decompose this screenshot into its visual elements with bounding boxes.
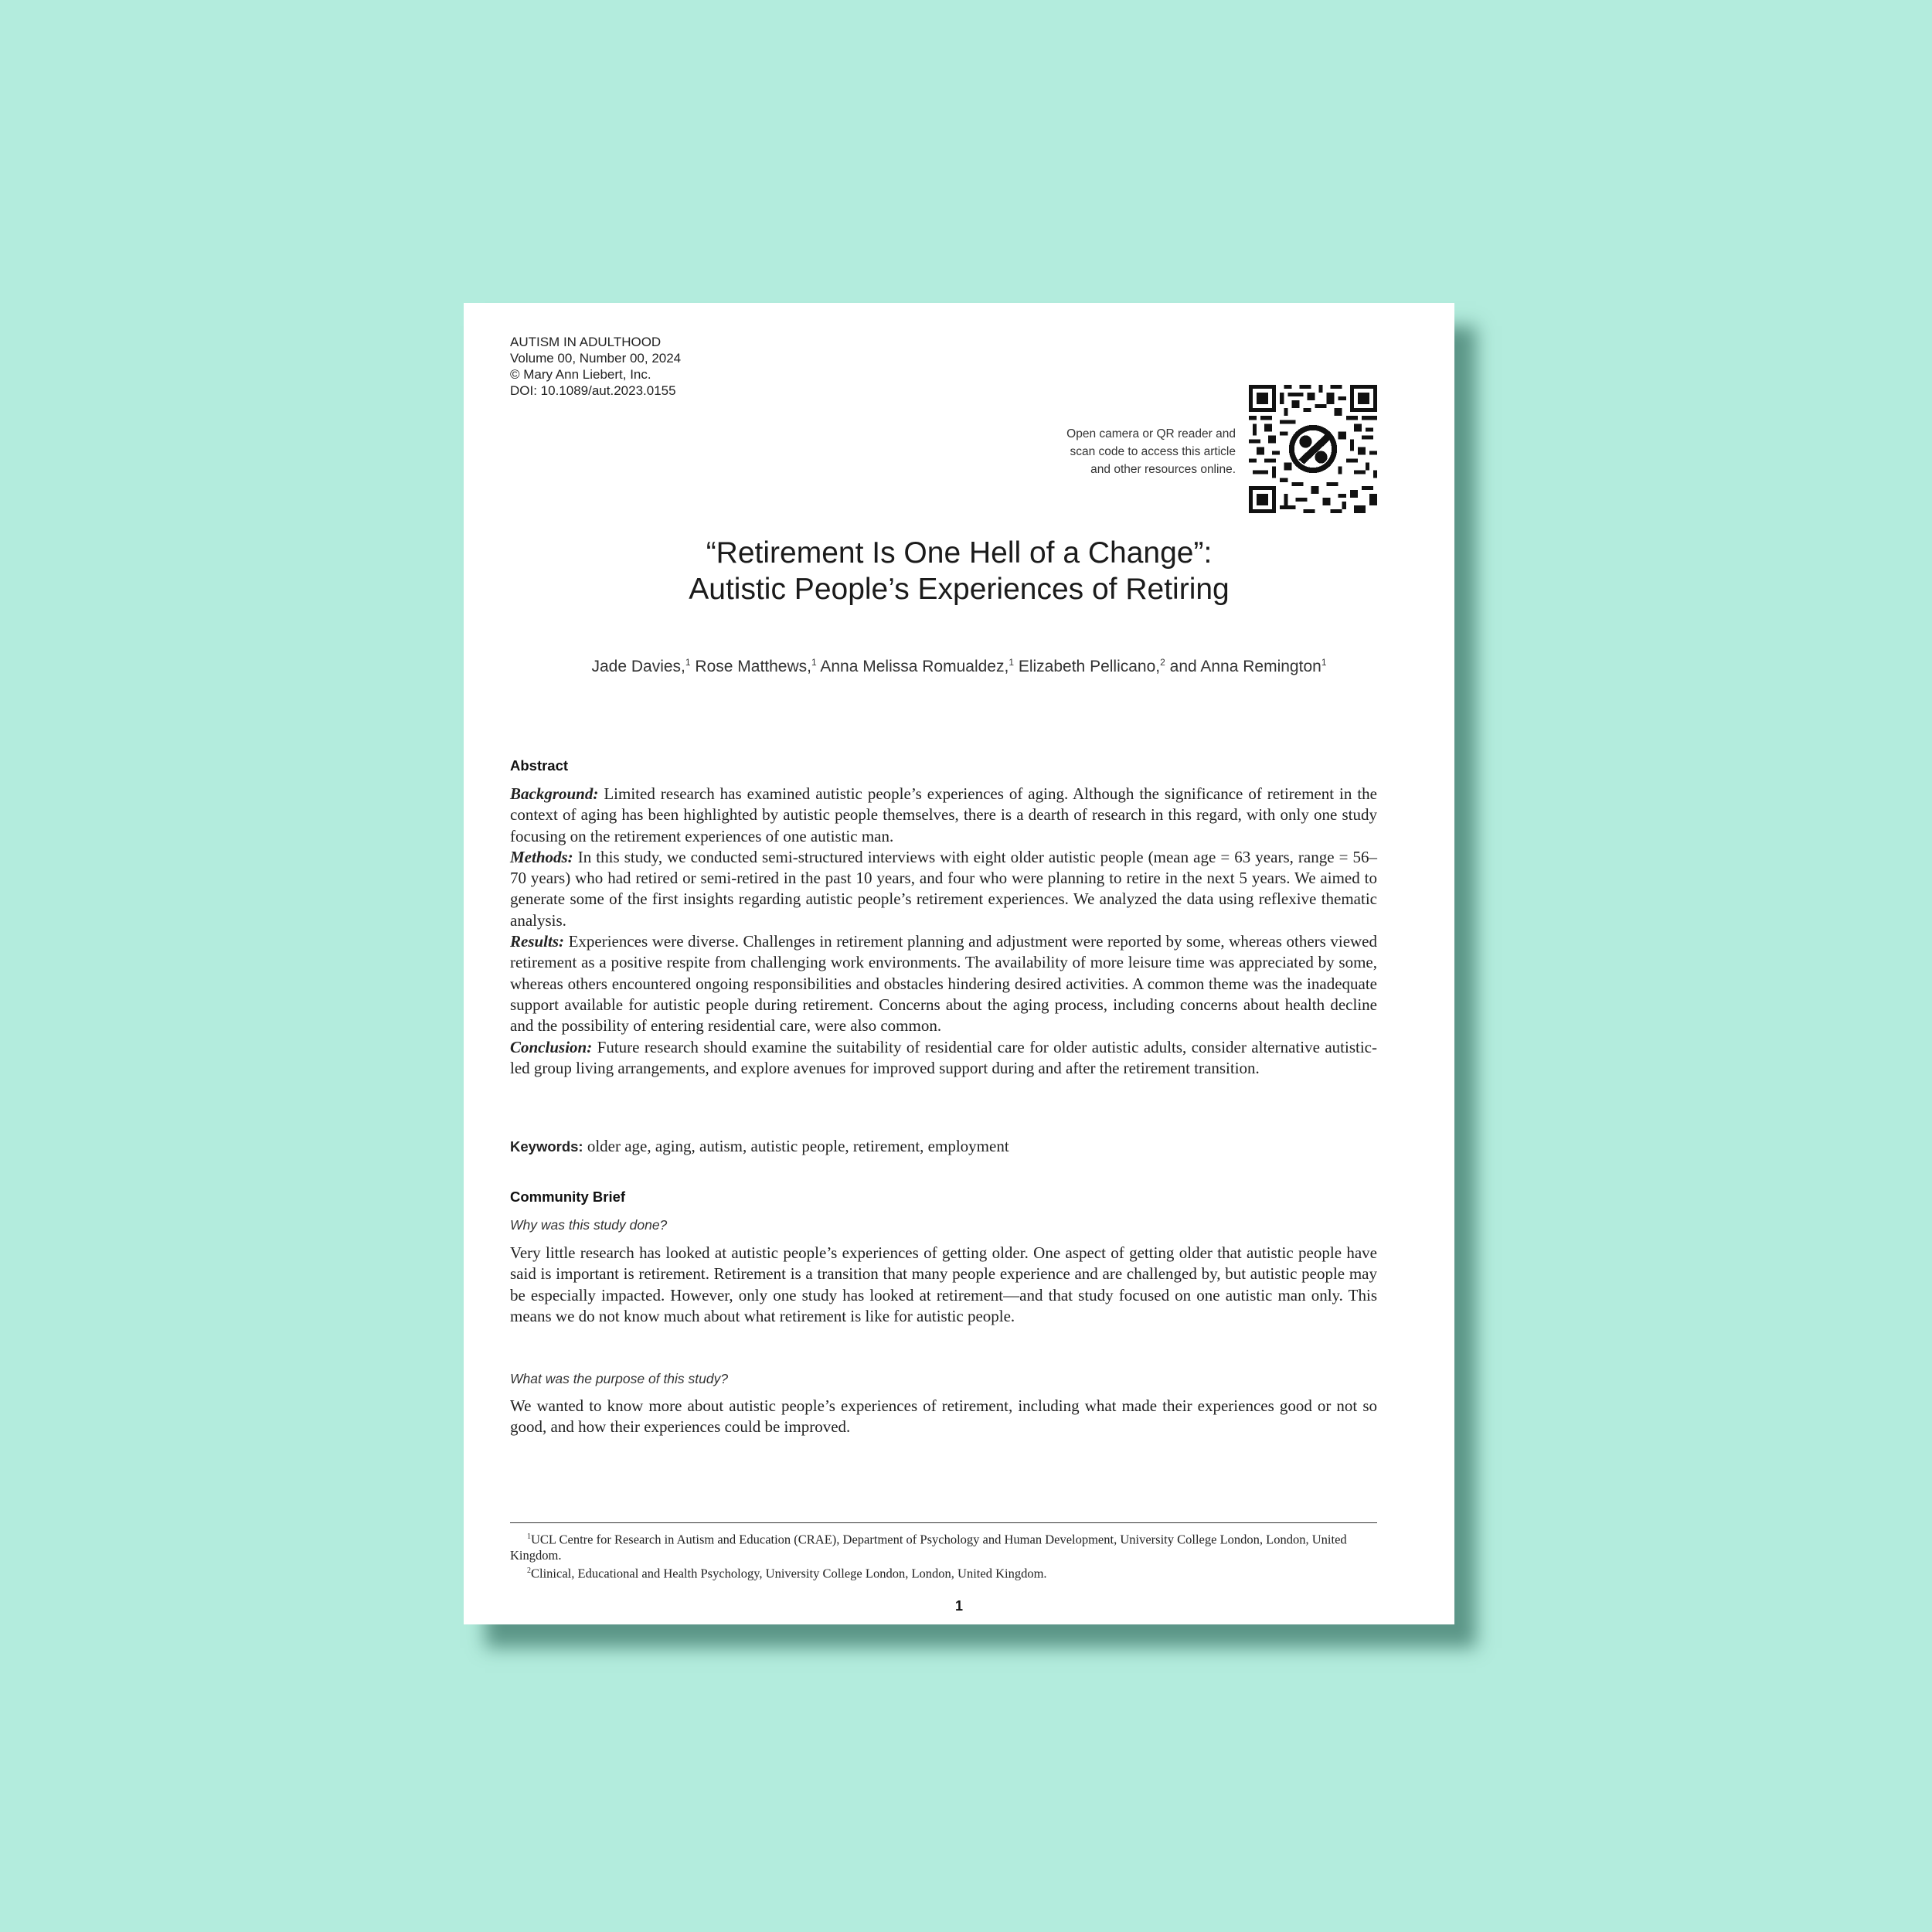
page-number: 1 bbox=[954, 1598, 963, 1614]
title-line-2: Autistic People’s Experiences of Retiring bbox=[689, 573, 1230, 606]
qr-code-icon[interactable] bbox=[1249, 385, 1377, 513]
keywords bbox=[510, 1137, 1377, 1156]
brief-answer-text: We wanted to know more about autistic people’s experiences of retirement, including what made their experiences good or not so good, and how their experiences could be improved. bbox=[510, 1396, 1377, 1437]
author-name: Anna Melissa Romualdez, bbox=[820, 658, 1009, 675]
paper-page bbox=[464, 303, 1454, 1624]
journal-publisher: © Mary Ann Liebert, Inc. bbox=[510, 367, 651, 382]
footnote bbox=[510, 1563, 1377, 1582]
author-name: Rose Matthews, bbox=[695, 658, 811, 675]
title-line-1: “Retirement Is One Hell of a Change”: bbox=[706, 536, 1213, 570]
footnote bbox=[510, 1529, 1377, 1563]
affiliation-mark: 1 bbox=[685, 657, 691, 668]
affiliation-mark: 2 bbox=[1160, 657, 1165, 668]
brief-answer-text: Very little research has looked at autistic people’s experiences of getting older. One aspect of getting older that autistic people have said is important is retirement. Retirement is a transition that many people experience and are challenged by, but autistic people may be especially impacted. However, only one study has looked at retirement—and that study focused on one autistic man only. This means we do not know much about what retirement is like for autistic people. bbox=[510, 1243, 1377, 1325]
abstract-results bbox=[510, 931, 1377, 1036]
author-name: and Anna Remington bbox=[1169, 658, 1321, 675]
qr-caption-line: and other resources online. bbox=[1090, 463, 1236, 476]
brief-answer-1 bbox=[510, 1243, 1377, 1327]
keywords-label: Keywords: bbox=[510, 1138, 583, 1155]
author-list bbox=[464, 657, 1454, 676]
methods-text: In this study, we conducted semi-structured interviews with eight older autistic people (mean age = 63 years, range = 56–70 years) who had retired or semi-retired in the past 10 years, and four who were planning to retire in the next 5 years. We aimed to generate some of the first insights regarding autistic people’s retirement experiences. We analyzed the data using reflexive thematic analysis. bbox=[510, 847, 1378, 930]
qr-caption-line: Open camera or QR reader and bbox=[1066, 427, 1236, 440]
author-name: Jade Davies, bbox=[591, 658, 685, 675]
methods-label: Methods: bbox=[510, 847, 573, 866]
background-text: Limited research has examined autistic people’s experiences of aging. Although the significance of retirement in the context of aging has been highlighted by autistic people themselves, there is a dearth of research in this regard, with only one study focusing on the retirement experiences of one autistic man. bbox=[510, 784, 1377, 845]
brief-answer-2 bbox=[510, 1396, 1377, 1438]
abstract-conclusion bbox=[510, 1037, 1377, 1080]
abstract-body bbox=[510, 784, 1377, 1079]
affiliation-mark: 1 bbox=[1009, 657, 1014, 668]
background-label: Background: bbox=[510, 784, 599, 803]
conclusion-label: Conclusion: bbox=[510, 1037, 593, 1056]
footnote-mark: 2 bbox=[527, 1566, 531, 1575]
article-title bbox=[464, 535, 1454, 607]
results-label: Results: bbox=[510, 932, 565, 951]
footnotes bbox=[510, 1529, 1377, 1581]
affiliation-mark: 1 bbox=[811, 657, 817, 668]
abstract-methods bbox=[510, 847, 1377, 931]
brief-question-1: Why was this study done? bbox=[510, 1217, 668, 1233]
journal-name: AUTISM IN ADULTHOOD bbox=[510, 335, 662, 349]
author-name: Elizabeth Pellicano, bbox=[1018, 658, 1161, 675]
journal-meta bbox=[510, 334, 681, 399]
journal-doi: DOI: 10.1089/aut.2023.0155 bbox=[510, 383, 676, 398]
qr-caption-line: scan code to access this article bbox=[1070, 445, 1236, 458]
results-text: Experiences were diverse. Challenges in retirement planning and adjustment were reported by some, whereas others viewed retirement as a positive respite from challenging work environments. The availability of more leisure time was appreciated by some, whereas others encountered ongoing responsibilities and obstacles hindering desired activities. A common theme was the inadequate support available for autistic people during retirement. Concerns about the aging process, including concerns about health decline and the possibility of entering residential care, were also common. bbox=[510, 932, 1377, 1036]
footnote-divider bbox=[510, 1522, 1377, 1523]
footnote-text: UCL Centre for Research in Autism and Education (CRAE), Department of Psychology and Human Development, University College London, London, United Kingdom. bbox=[510, 1532, 1347, 1563]
community-brief-heading: Community Brief bbox=[510, 1189, 626, 1205]
keywords-text: older age, aging, autism, autistic people, retirement, employment bbox=[587, 1137, 1009, 1155]
journal-volume: Volume 00, Number 00, 2024 bbox=[510, 351, 682, 366]
brief-question-2: What was the purpose of this study? bbox=[510, 1371, 729, 1386]
footnote-mark: 1 bbox=[527, 1532, 531, 1541]
qr-caption bbox=[1066, 425, 1236, 478]
abstract-heading: Abstract bbox=[510, 757, 569, 774]
abstract-background bbox=[510, 784, 1377, 847]
conclusion-text: Future research should examine the suitability of residential care for older autistic adults, consider alternative autistic-led group living arrangements, and explore avenues for improved support during and after the retirement transition. bbox=[510, 1037, 1378, 1077]
footnote-text: Clinical, Educational and Health Psychology, University College London, London, United Kingdom. bbox=[531, 1566, 1047, 1580]
affiliation-mark: 1 bbox=[1321, 657, 1327, 668]
